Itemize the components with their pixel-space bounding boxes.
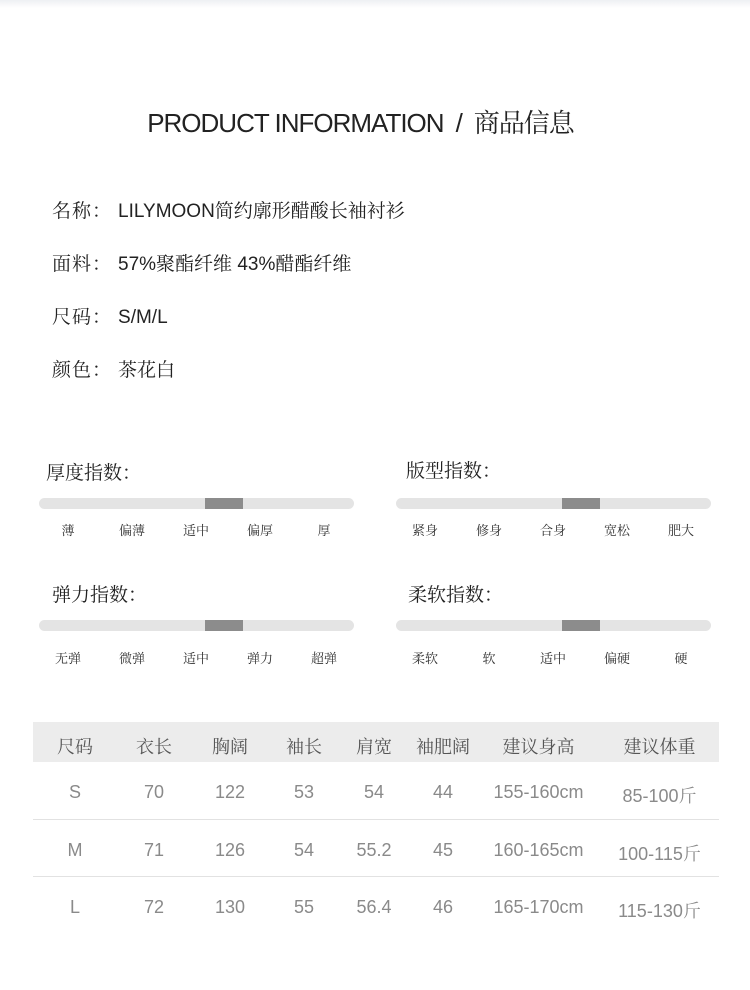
index-title: 弹力指数：: [52, 585, 148, 606]
info-label: 面料：: [52, 254, 113, 275]
cell-sleeve-length: 54: [293, 840, 315, 860]
cell-weight: 115-130斤: [618, 901, 701, 921]
header-sleeve-width: 袖肥阔: [416, 737, 470, 757]
index-label: 弹力: [246, 651, 273, 666]
index-track: [396, 498, 711, 509]
index-marker: [205, 620, 243, 631]
top-edge-shadow: [0, 0, 750, 8]
index-label: 紧身: [411, 523, 438, 538]
info-row-name: [52, 196, 405, 223]
index-labels: [396, 520, 711, 540]
index-label: 硬: [674, 651, 688, 666]
cell-chest: 126: [214, 840, 246, 860]
table-row: [33, 820, 719, 877]
index-labels: [39, 520, 354, 540]
info-value: S/M/L: [118, 307, 168, 328]
cell-sleeve-length: 53: [293, 782, 315, 802]
index-label: 软: [482, 651, 496, 666]
table-header: [33, 722, 719, 762]
index-label: 微弹: [118, 651, 145, 666]
header-sleeve-length: 袖长: [286, 737, 322, 757]
index-title: 柔软指数：: [408, 585, 504, 606]
index-title: 厚度指数：: [46, 463, 142, 484]
title-english: PRODUCT INFORMATION: [147, 108, 444, 138]
cell-size: L: [69, 897, 80, 917]
cell-sleeve-width: 44: [432, 782, 454, 802]
index-label: 超弹: [310, 651, 337, 666]
softness-index: [396, 580, 711, 670]
index-label: 偏薄: [118, 523, 145, 538]
index-track: [39, 498, 354, 509]
cell-length: 71: [143, 840, 165, 860]
cell-height: 160-165cm: [493, 840, 584, 860]
info-label: 尺码：: [52, 307, 113, 328]
header-weight: 建议体重: [623, 737, 696, 757]
cell-length: 72: [143, 897, 165, 917]
index-label: 薄: [61, 523, 75, 538]
info-value: 茶花白: [118, 360, 176, 381]
index-label: 厚: [317, 523, 331, 538]
index-label: 适中: [182, 523, 209, 538]
cell-sleeve-width: 45: [432, 840, 454, 860]
index-labels: [39, 648, 354, 668]
index-label: 柔软: [411, 651, 438, 666]
index-label: 无弹: [54, 651, 81, 666]
cell-size: M: [67, 840, 83, 860]
cell-shoulder: 54: [363, 782, 385, 802]
header-length: 衣长: [136, 737, 172, 757]
title-separator: /: [455, 108, 462, 138]
index-title: 版型指数：: [406, 461, 502, 482]
cell-chest: 122: [214, 782, 246, 802]
info-label: 颜色：: [52, 360, 113, 381]
cell-weight: 85-100斤: [622, 786, 697, 806]
cell-chest: 130: [214, 897, 246, 917]
cell-shoulder: 56.4: [356, 897, 392, 917]
cell-length: 70: [143, 782, 165, 802]
cell-weight: 100-115斤: [618, 844, 701, 864]
header-height: 建议身高: [502, 737, 575, 757]
index-label: 偏厚: [246, 523, 273, 538]
page-title: [0, 103, 721, 140]
index-label: 适中: [539, 651, 566, 666]
cell-sleeve-length: 55: [293, 897, 315, 917]
cell-height: 155-160cm: [493, 782, 584, 802]
info-value: 57%聚酯纤维 43%醋酯纤维: [118, 254, 352, 275]
cell-shoulder: 55.2: [356, 840, 392, 860]
info-label: 名称：: [52, 201, 113, 222]
header-size: 尺码: [57, 737, 93, 757]
index-label: 合身: [539, 523, 566, 538]
index-track: [39, 620, 354, 631]
index-label: 适中: [182, 651, 209, 666]
table-row: [33, 877, 719, 934]
fit-index: [396, 456, 711, 546]
index-marker: [205, 498, 243, 509]
index-marker: [562, 620, 600, 631]
index-marker: [562, 498, 600, 509]
info-value: LILYMOON简约廓形醋酸长袖衬衫: [118, 201, 405, 222]
cell-size: S: [68, 782, 81, 802]
index-label: 宽松: [603, 523, 630, 538]
info-row-fabric: [52, 249, 351, 276]
header-shoulder: 肩宽: [356, 737, 392, 757]
elasticity-index: [39, 580, 354, 670]
index-label: 修身: [475, 523, 502, 538]
thickness-index: [39, 458, 354, 548]
header-chest: 胸阔: [212, 737, 248, 757]
cell-height: 165-170cm: [493, 897, 584, 917]
info-row-size: [52, 302, 168, 329]
info-row-color: [52, 355, 175, 382]
cell-sleeve-width: 46: [432, 897, 454, 917]
index-labels: [396, 648, 711, 668]
index-label: 偏硬: [603, 651, 630, 666]
index-label: 肥大: [667, 523, 694, 538]
table-row: [33, 762, 719, 819]
index-track: [396, 620, 711, 631]
title-chinese: 商品信息: [473, 108, 574, 138]
